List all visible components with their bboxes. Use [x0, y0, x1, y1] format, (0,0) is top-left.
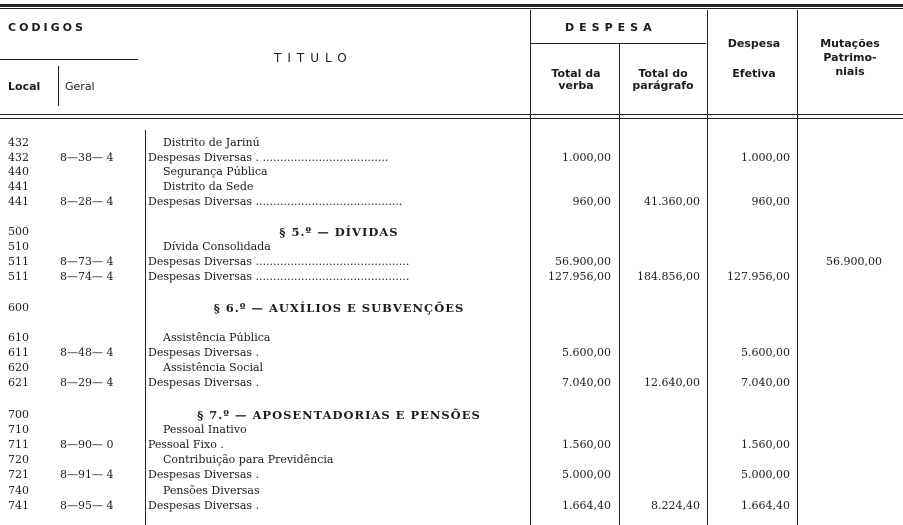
row-geral: 8—48— 4 [60, 346, 114, 359]
header-total-verba: Total da verba [551, 67, 601, 92]
row-total-paragrafo: 12.640,00 [644, 376, 700, 389]
row-total-paragrafo: 184.856,00 [637, 270, 700, 283]
row-local: 711 [8, 438, 29, 451]
row-title: Despesas Diversas ............................................ [148, 256, 410, 268]
row-despesa-efetiva: 127.956,00 [727, 270, 790, 283]
row-geral: 8—95— 4 [60, 499, 114, 512]
row-local: 610 [8, 331, 29, 344]
row-geral: 8—74— 4 [60, 270, 114, 283]
row-title: Despesas Diversas . [148, 347, 260, 359]
row-despesa-efetiva: 1.560,00 [741, 438, 790, 451]
row-total-verba: 127.956,00 [548, 270, 611, 283]
row-local: 441 [8, 180, 29, 193]
row-total-verba: 1.664,40 [562, 499, 611, 512]
codigos-rule [0, 59, 138, 60]
row-local: 600 [8, 301, 29, 314]
header-geral: Geral [65, 80, 95, 93]
row-title: Despesas Diversas . [148, 500, 260, 512]
row-subtitle: Pensões Diversas [163, 485, 260, 497]
row-local: 740 [8, 484, 29, 497]
row-local: 611 [8, 346, 29, 359]
row-subtitle: Distrito de Jarinú [163, 137, 260, 149]
top-rule-thin [0, 8, 903, 9]
row-local: 432 [8, 151, 29, 164]
header-total-paragrafo: Total do parágrafo [632, 67, 694, 92]
row-subtitle: Segurança Pública [163, 166, 268, 178]
row-local: 621 [8, 376, 29, 389]
header-despesa: DESPESA [565, 21, 657, 34]
row-despesa-efetiva: 7.040,00 [741, 376, 790, 389]
row-total-verba: 960,00 [572, 195, 611, 208]
row-local: 511 [8, 255, 29, 268]
row-total-verba: 1.560,00 [562, 438, 611, 451]
row-geral: 8—28— 4 [60, 195, 114, 208]
row-local: 710 [8, 423, 29, 436]
header-titulo: TITULO [274, 51, 353, 65]
row-subtitle: Contribuição para Previdência [163, 454, 334, 466]
row-local: 441 [8, 195, 29, 208]
section-heading: § 7.º — APOSENTADORIAS E PENSÕES [197, 408, 481, 422]
row-local: 620 [8, 361, 29, 374]
row-despesa-efetiva: 1.664,40 [741, 499, 790, 512]
row-geral: 8—38— 4 [60, 151, 114, 164]
row-local: 741 [8, 499, 29, 512]
row-title: Despesas Diversas . [148, 377, 260, 389]
header-mutacoes-1: Mutações [820, 37, 880, 50]
row-total-verba: 56.900,00 [555, 255, 611, 268]
col-line-geral [145, 130, 146, 525]
header-mutacoes-3: niais [835, 65, 865, 78]
row-despesa-efetiva: 960,00 [751, 195, 790, 208]
row-local: 720 [8, 453, 29, 466]
header-codigos: CODIGOS [8, 21, 86, 34]
row-total-paragrafo: 8.224,40 [651, 499, 700, 512]
header-mutacoes-2: Patrimo- [823, 51, 877, 64]
row-local: 500 [8, 225, 29, 238]
row-geral: 8—90— 0 [60, 438, 114, 451]
row-local: 440 [8, 165, 29, 178]
row-despesa-efetiva: 5.000,00 [741, 468, 790, 481]
local-geral-divider [58, 66, 59, 106]
row-title: Despesas Diversas .......................................... [148, 196, 403, 208]
row-local: 721 [8, 468, 29, 481]
col-line-paragrafo [619, 44, 620, 525]
row-total-paragrafo: 41.360,00 [644, 195, 700, 208]
row-total-verba: 5.600,00 [562, 346, 611, 359]
header-local: Local [8, 80, 41, 93]
row-total-verba: 7.040,00 [562, 376, 611, 389]
row-local: 700 [8, 408, 29, 421]
top-rule [0, 4, 903, 7]
header-rule [0, 114, 903, 115]
row-geral: 8—91— 4 [60, 468, 114, 481]
row-subtitle: Distrito da Sede [163, 181, 254, 193]
section-heading: § 6.º — AUXÍLIOS E SUBVENÇÕES [213, 301, 465, 315]
section-heading: § 5.º — DÍVIDAS [279, 225, 399, 239]
row-total-verba: 1.000,00 [562, 151, 611, 164]
row-subtitle: Pessoal Inativo [163, 424, 247, 436]
header-rule-2 [0, 118, 903, 119]
row-local: 511 [8, 270, 29, 283]
row-total-verba: 5.000,00 [562, 468, 611, 481]
row-despesa-efetiva: 1.000,00 [741, 151, 790, 164]
row-title: Pessoal Fixo . [148, 439, 224, 451]
row-local: 510 [8, 240, 29, 253]
row-geral: 8—29— 4 [60, 376, 114, 389]
row-title: Despesas Diversas ............................................ [148, 271, 410, 283]
header-despesa-efetiva-2: Efetiva [732, 67, 776, 80]
row-subtitle: Dívida Consolidada [163, 241, 271, 253]
despesa-rule [530, 43, 706, 44]
row-geral: 8—73— 4 [60, 255, 114, 268]
row-subtitle: Assistência Pública [163, 332, 271, 344]
row-despesa-efetiva: 5.600,00 [741, 346, 790, 359]
row-title: Despesas Diversas . [148, 469, 260, 481]
row-title: Despesas Diversas . .................................... [148, 152, 389, 164]
row-mutacoes: 56.900,00 [826, 255, 882, 268]
row-subtitle: Assistência Social [163, 362, 264, 374]
row-local: 432 [8, 136, 29, 149]
header-despesa-efetiva-1: Despesa [727, 37, 781, 50]
